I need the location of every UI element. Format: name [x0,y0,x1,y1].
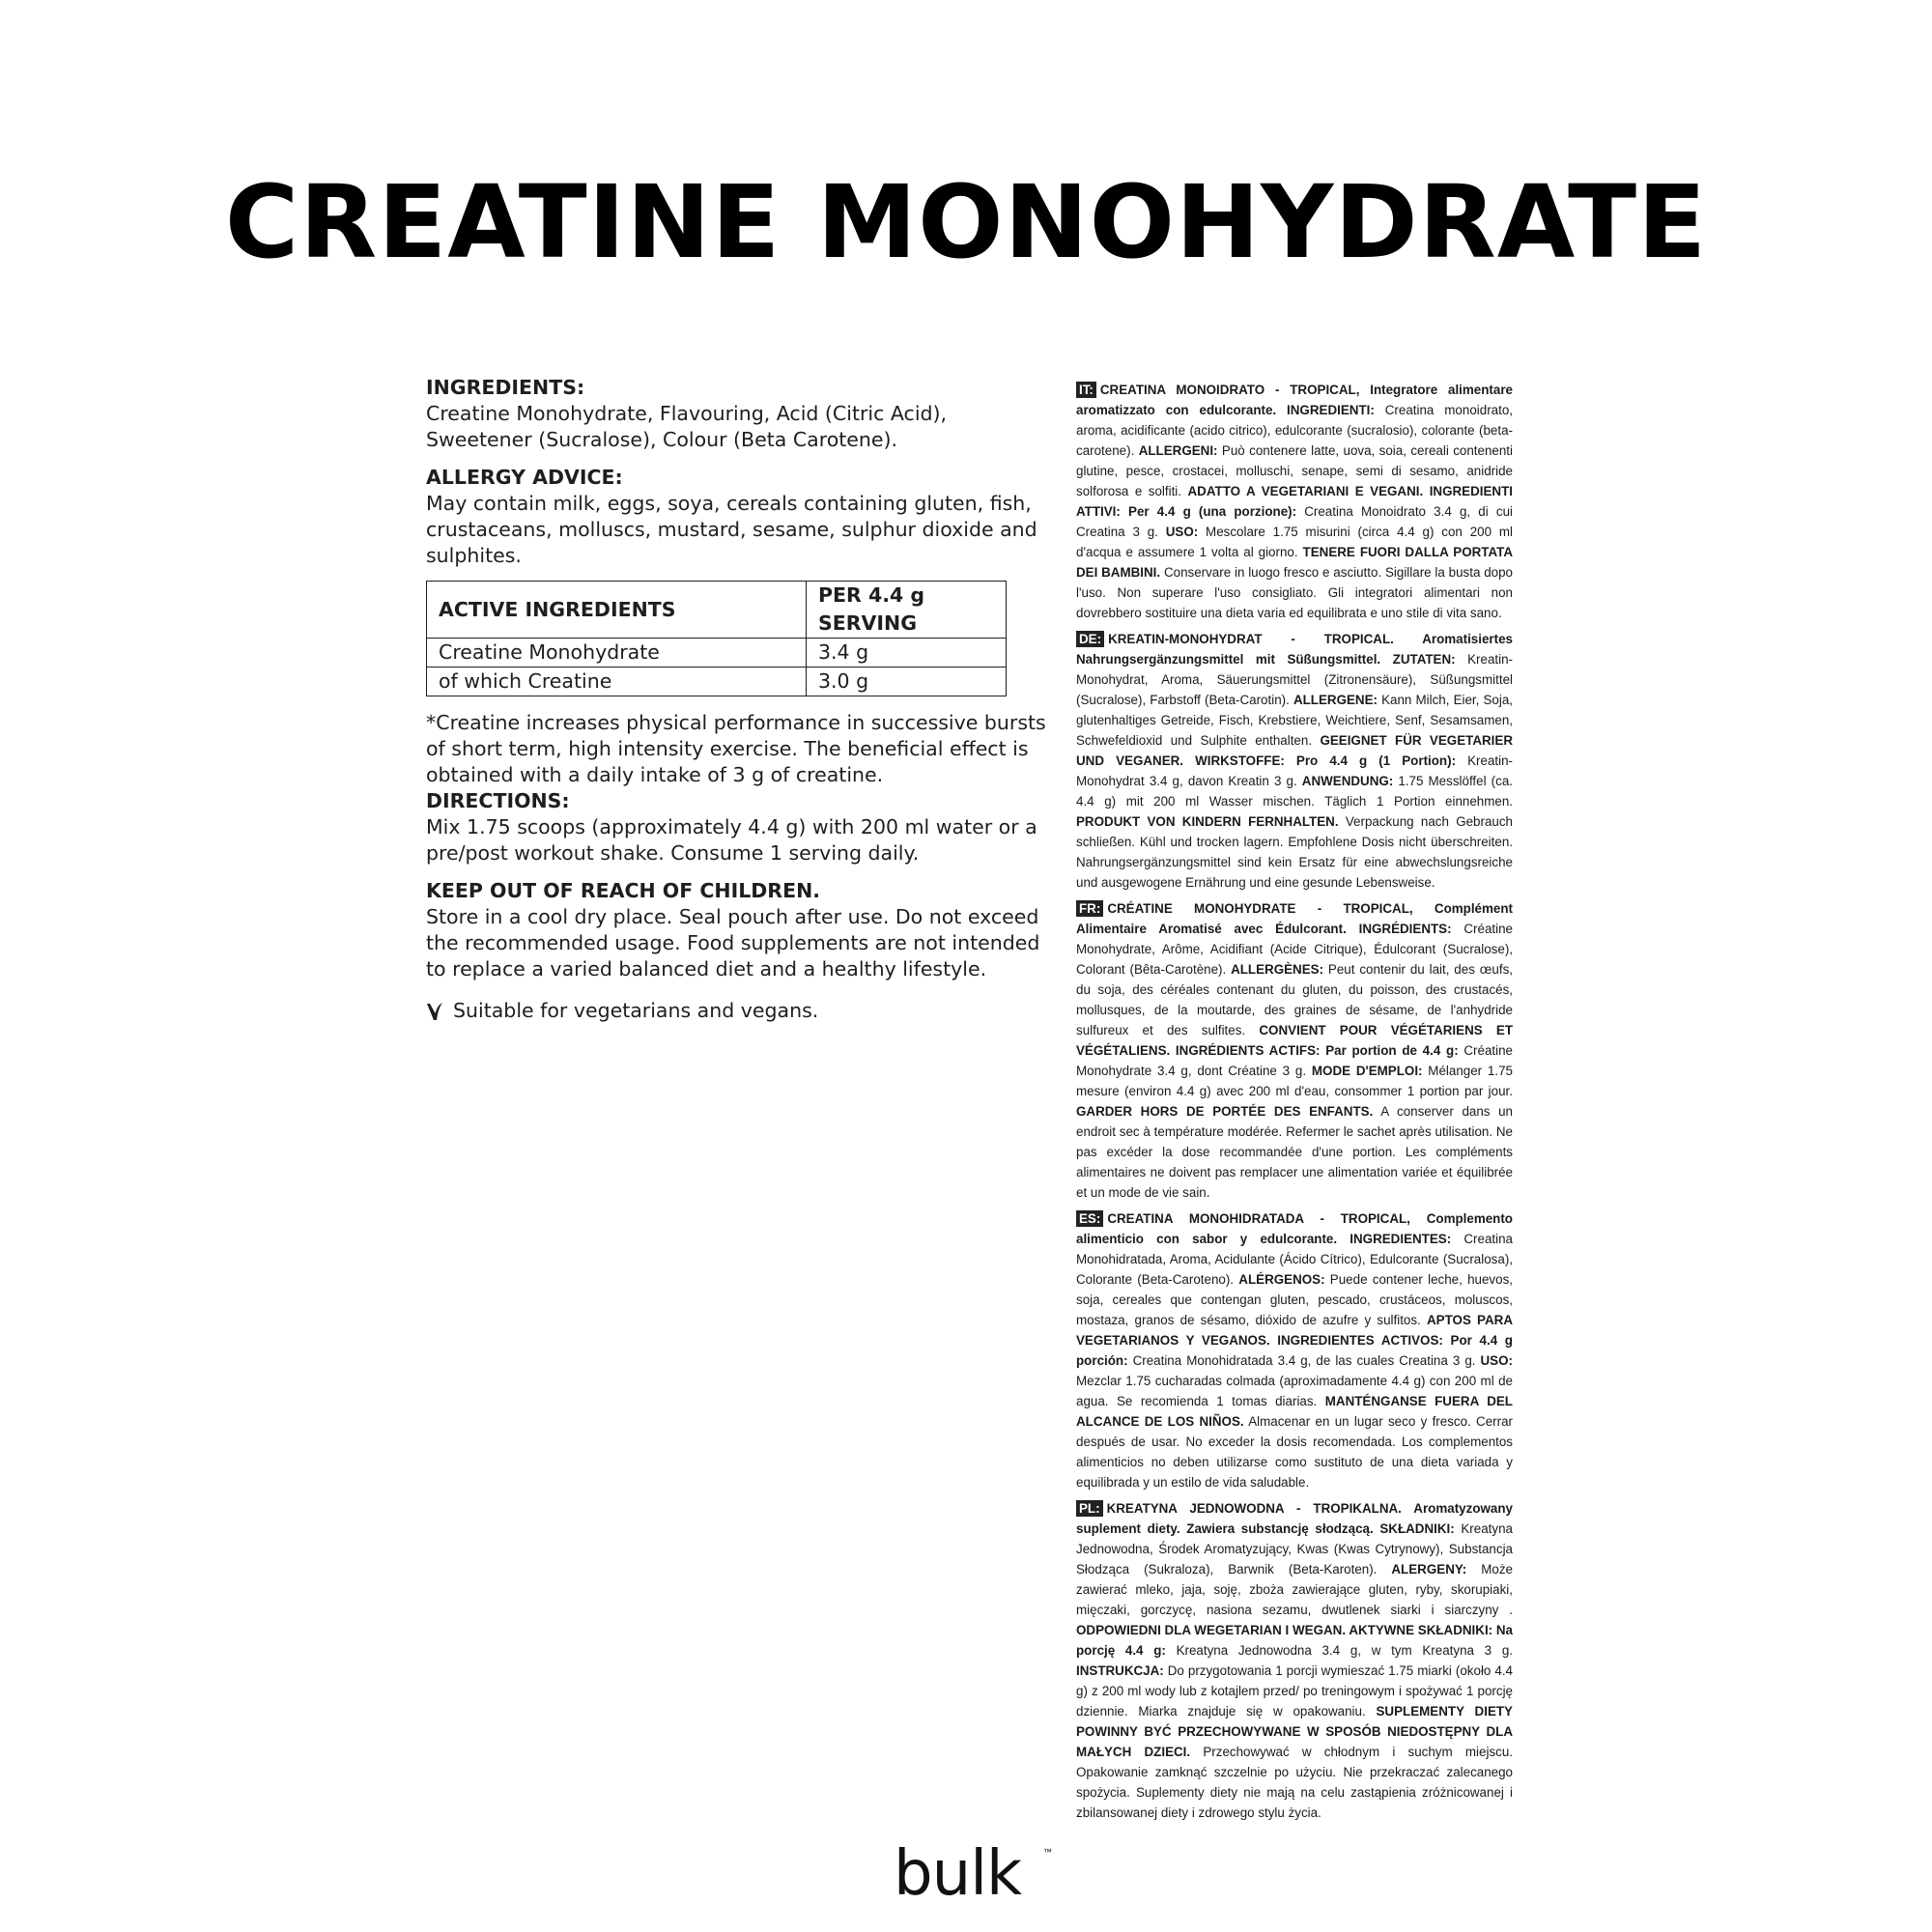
trademark-symbol: ™ [1043,1847,1052,1857]
keep-out-heading: KEEP OUT OF REACH OF CHILDREN. [426,879,821,902]
translation-bold-text: MANTÉNGANSE FUERA DEL ALCANCE DE LOS NIÑOS. [1076,1394,1513,1429]
allergy-text: May contain milk, eggs, soya, cereals containing gluten, fish, crustaceans, molluscs, mustard, sesame, sulphur dioxide and sulphites. [426,492,1037,567]
translation-text: Creatina Monohidratada, Aroma, Acidulante (Ácido Cítrico), Edulcorante (Sucralosa), Colorante (Beta-Caroteno). [1076,1232,1513,1287]
translation-block [1076,1498,1513,1823]
translation-block [1076,380,1513,623]
translation-text: Mezclar 1.75 cucharadas colmada (aproximadamente 4.4 g) con 200 ml de agua. Se recomienda 1 tomas diarias. [1076,1374,1513,1408]
translation-text: Mélanger 1.75 mesure (environ 4.4 g) avec 200 ml d'eau, consommer 1 portion par jour. [1076,1064,1513,1098]
table-header-row [427,582,1007,639]
ingredients-text: Creatine Monohydrate, Flavouring, Acid (Citric Acid), Sweetener (Sucralose), Colour (Beta Carotene). [426,402,948,451]
translation-bold-text: KREATYNA JEDNOWODNA - TROPIKALNA. Aromatyzowany suplement diety. Zawiera substancję słodzącą. SKŁADNIKI: [1076,1501,1513,1536]
translation-bold-text: INSTRUKCJA: [1076,1663,1164,1678]
translation-text: Do przygotowania 1 porcji wymieszać 1.75 miarki (około 4.4 g) z 200 ml wody lub z kotajlem przed/ po treningowym i spożywać 1 porcję dziennie. Miarka znajduje się w opakowaniu. [1076,1663,1513,1719]
translation-text: Przechowywać w chłodnym i suchym miejscu. Opakowanie zamknąć szczelnie po użyciu. Nie przekraczać zalecanego spożycia. Suplementy diety nie mają na celu zastąpienia zróżnicowanej i zbilansowanej diety i zdrowego stylu życia. [1076,1745,1514,1820]
translation-bold-text: ALÉRGENOS: [1238,1272,1325,1287]
translation-bold-text: ODPOWIEDNI DLA WEGETARIAN I WEGAN. AKTYWNE SKŁADNIKI: Na porcję 4.4 g: [1076,1623,1513,1658]
translation-block [1076,898,1513,1203]
table-row [427,639,1007,668]
vegan-text: Suitable for vegetarians and vegans. [453,999,819,1022]
directions-text: Mix 1.75 scoops (approximately 4.4 g) with 200 ml water or a pre/post workout shake. Consume 1 serving daily. [426,815,1037,865]
table-header-cell: PER 4.4 g SERVING [807,582,1007,639]
table-cell: 3.4 g [807,639,1007,668]
allergy-section [426,465,1054,569]
table-header-cell: ACTIVE INGREDIENTS [427,582,807,639]
translation-bold-text: KREATIN-MONOHYDRAT - TROPICAL. Aromatisiertes Nahrungsergänzungsmittel mit Süßungsmittel. ZUTATEN: [1076,632,1513,667]
translation-bold-text: ANWENDUNG: [1301,774,1394,788]
translation-text: Creatina Monohidratada 3.4 g, de las cuales Creatina 3 g. [1127,1353,1481,1368]
table-cell: Creatine Monohydrate [427,639,807,668]
translation-text: Kreatyna Jednowodna, Środek Aromatyzujący, Kwas (Kwas Cytrynowy), Substancja Słodząca (Sukraloza), Barwnik (Beta-Karoten). [1076,1521,1513,1577]
translation-text: Creatina Monoidrato 3.4 g, di cui Creatina 3 g. [1076,504,1513,539]
translation-bold-text: GEEIGNET FÜR VEGETARIER UND VEGANER. WIRKSTOFFE: Pro 4.4 g (1 Portion): [1076,733,1513,768]
translation-text: Créatine Monohydrate 3.4 g, dont Créatine 3 g. [1076,1043,1513,1078]
language-code-badge: PL: [1076,1500,1103,1517]
translation-bold-text: CREATINA MONOHIDRATADA - TROPICAL, Complemento alimenticio con sabor y edulcorante. INGREDIENTES: [1076,1211,1513,1246]
translation-block [1076,629,1513,893]
translation-paragraph [1076,1498,1513,1823]
active-ingredients-table [426,581,1007,696]
translation-bold-text: ADATTO A VEGETARIANI E VEGANI. INGREDIENTI ATTIVI: Per 4.4 g (una porzione): [1076,484,1514,519]
translation-bold-text: TENERE FUORI DALLA PORTATA DEI BAMBINI. [1076,545,1513,580]
translation-bold-text: SUPLEMENTY DIETY POWINNY BYĆ PRZECHOWYWANE W SPOSÓB NIEDOSTĘPNY DLA MAŁYCH DZIECI. [1076,1704,1513,1759]
translation-bold-text: APTOS PARA VEGETARIANOS Y VEGANOS. INGREDIENTES ACTIVOS: Por 4.4 g porción: [1076,1313,1513,1368]
language-code-badge: ES: [1076,1210,1103,1227]
translation-paragraph [1076,898,1513,1203]
translation-text: Kann Milch, Eier, Soja, glutenhaltiges Getreide, Fisch, Krebstiere, Weichtiere, Senf, Sesamsamen, Schwefeldioxid und Sulphite enthalten. [1076,693,1513,748]
translation-text: Può contenere latte, uova, soia, cereali contenenti glutine, pesce, crostacei, molluschi, senape, semi di sesamo, anidride solforosa e solfiti. [1076,443,1513,498]
translation-text: Puede contener leche, huevos, soja, cereales que contengan gluten, pescado, crustáceos, moluscos, mostaza, granos de sésamo, dióxido de azufre y sulfitos. [1076,1272,1513,1327]
translation-paragraph [1076,629,1513,893]
translation-text: Verpackung nach Gebrauch schließen. Kühl und trocken lagern. Empfohlene Dosis nicht überschreiten. Nahrungsergänzungsmittel sind kein Ersatz für eine abwechslungsreiche und ausgewogene Ernährung und eine gesunde Lebensweise. [1076,814,1514,890]
translation-bold-text: PRODUKT VON KINDERN FERNHALTEN. [1076,814,1339,829]
translation-text: Kreatin-Monohydrat 3.4 g, davon Kreatin 3 g. [1076,753,1514,788]
keep-out-section [426,878,1054,982]
english-label-column [426,375,1054,1024]
table-cell: of which Creatine [427,668,807,696]
ingredients-heading: INGREDIENTS: [426,376,585,399]
translations-column [1076,380,1513,1829]
translation-bold-text: ALLERGÈNES: [1231,962,1324,977]
translation-text: Może zawierać mleko, jaja, soję, zboża zawierające gluten, ryby, skorupiaki, mięczaki, gorczycę, nasiona sezamu, dwutlenek siarki i siarczyny . [1076,1562,1513,1617]
translation-text: Mescolare 1.75 misurini (circa 4.4 g) con 200 ml d'acqua e assumere 1 volta al giorno. [1076,525,1513,559]
table-cell: 3.0 g [807,668,1007,696]
vegan-suitability [426,998,1054,1024]
language-code-badge: FR: [1076,900,1103,917]
translation-block [1076,1208,1513,1492]
translation-bold-text: GARDER HORS DE PORTÉE DES ENFANTS. [1076,1104,1374,1119]
translation-bold-text: CRÉATINE MONOHYDRATE - TROPICAL, Complément Alimentaire Aromatisé avec Édulcorant. INGRÉDIENTS: [1076,901,1513,936]
translation-bold-text: ALLERGENI: [1138,443,1218,458]
translation-bold-text: CONVIENT POUR VÉGÉTARIENS ET VÉGÉTALIENS. INGRÉDIENTS ACTIFS: Par portion de 4.4 g: [1076,1023,1514,1058]
translation-text: A conserver dans un endroit sec à température modérée. Refermer le sachet après utilisation. Ne pas excéder la dose recommandée d'une portion. Les compléments alimentaires ne doivent pas remplacer une alimentation variée et équilibrée et un mode de vie sain. [1076,1104,1514,1200]
translation-paragraph [1076,1208,1513,1492]
translation-paragraph [1076,380,1513,623]
translation-bold-text: CREATINA MONOIDRATO - TROPICAL, Integratore alimentare aromatizzato con edulcorante. INGREDIENTI: [1076,383,1513,417]
allergy-heading: ALLERGY ADVICE: [426,466,623,489]
translation-bold-text: USO: [1165,525,1199,539]
translation-text: 1.75 Messlöffel (ca. 4.4 g) mit 200 ml Wasser mischen. Täglich 1 Portion einnehmen. [1076,774,1513,809]
translation-text: Kreatyna Jednowodna 3.4 g, w tym Kreatyna 3 g. [1165,1643,1513,1658]
translation-text: Créatine Monohydrate, Arôme, Acidifiant (Acide Citrique), Édulcorant (Sucralose), Colorant (Bêta-Carotène). [1076,922,1513,977]
creatine-claim-text: *Creatine increases physical performance in successive bursts of short term, high intensity exercise. The beneficial effect is obtained with a daily intake of 3 g of creatine. [426,711,1046,786]
translation-text: Kreatin-Monohydrat, Aroma, Säuerungsmittel (Zitronensäure), Süßungsmittel (Sucralose), Farbstoff (Beta-Carotin). [1076,652,1513,707]
translation-text: Creatina monoidrato, aroma, acidificante (acido citrico), edulcorante (sucralosio), colorante (beta-carotene). [1076,403,1513,458]
vegan-leaf-icon [426,1001,443,1022]
directions-section [426,788,1054,867]
language-code-badge: DE: [1076,631,1104,647]
storage-text: Store in a cool dry place. Seal pouch after use. Do not exceed the recommended usage. Food supplements are not intended to replace a varied balanced diet and a healthy lifestyle. [426,905,1040,980]
translation-text: Almacenar en un lugar seco y fresco. Cerrar después de usar. No exceder la dosis recomendada. Los complementos alimenticios no deben utilizarse como sustituto de una dieta variada y equilibrada y un estilo de vida saludable. [1076,1414,1514,1490]
directions-heading: DIRECTIONS: [426,789,570,812]
translation-text: Conservare in luogo fresco e asciutto. Sigillare la busta dopo l'uso. Non superare l'uso consigliato. Gli integratori alimentari non dovrebbero sostituire una dieta varia ed equilibrata e uno stile di vita sano. [1076,565,1513,620]
bulk-logo: bulk [894,1838,1022,1910]
page-title: CREATINE MONOHYDRATE [224,163,1708,281]
translation-bold-text: ALLERGENE: [1293,693,1378,707]
table-row [427,668,1007,696]
language-code-badge: IT: [1076,382,1096,398]
ingredients-section [426,375,1054,453]
translation-bold-text: MODE D'EMPLOI: [1311,1064,1423,1078]
translation-bold-text: USO: [1480,1353,1513,1368]
translation-bold-text: ALERGENY: [1391,1562,1467,1577]
translation-text: Peut contenir du lait, des œufs, du soja, des céréales contenant du gluten, du poisson, des crustacés, mollusques, de la moutarde, des graines de sésame, de l'anhydride sulfureux et des sulfites. [1076,962,1513,1037]
